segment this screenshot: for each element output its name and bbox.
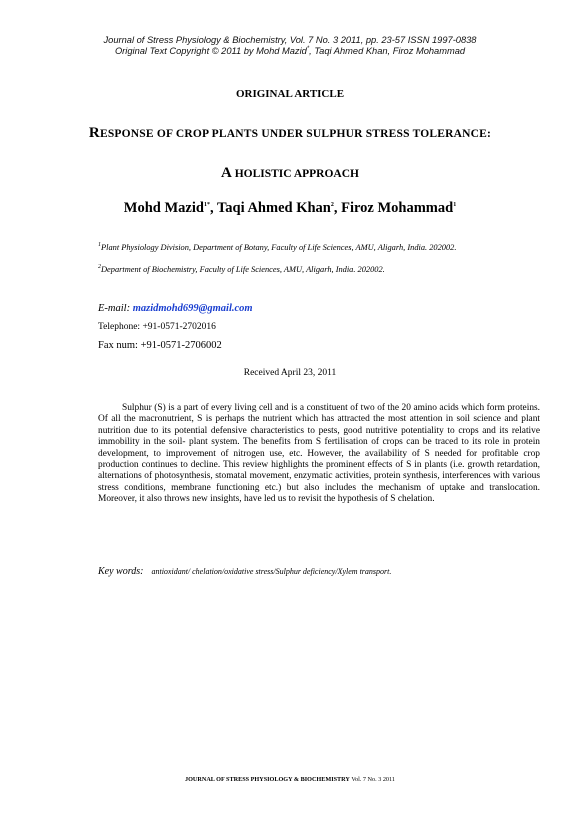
email-link[interactable]: mazidmohd699@gmail.com (132, 303, 253, 314)
affiliation-1: $^1$Plant Physiology Division, Department of Botany, Faculty of Life Sciences, AMU, Aligarh, India. 202002. (98, 242, 457, 252)
fax: Fax num: +91-0571-2706002 (98, 340, 222, 351)
keywords-text: antioxidant/ chelation/oxidative stress/Sulphur deficiency/Xylem transport. (151, 567, 392, 576)
received-date: Received April 23, 2011 (243, 368, 337, 378)
header-copyright: Original Text Copyright © 2011 by Mohd Mazid*, Taqi Ahmed Khan, Firoz Mohammad (114, 45, 466, 56)
article-title-line2: A HOLISTIC APPROACH (220, 165, 359, 181)
affiliation-2: $^2$Department of Biochemistry, Faculty of Life Sciences, AMU, Aligarh, India. 202002. (98, 264, 385, 274)
keywords-label: Key words: (98, 566, 144, 577)
keywords (98, 561, 540, 579)
author-list: Mohd Mazid$^{1*}$, Taqi Ahmed Khan$^2$, Firoz Mohammad$^1$ (123, 200, 457, 216)
header-citation: Journal of Stress Physiology & Biochemistry, Vol. 7 No. 3 2011, pp. 23-57 ISSN 1997-0838 (103, 35, 477, 45)
author-name: Firoz Mohammad (341, 200, 454, 216)
article-title-line1: RESPONSE OF CROP PLANTS UNDER SULPHUR STRESS TOLERANCE: (88, 125, 492, 141)
article-type: ORIGINAL ARTICLE (235, 88, 345, 100)
running-header (0, 35, 580, 57)
telephone: Telephone: +91-0571-2702016 (98, 322, 216, 332)
abstract (98, 403, 540, 506)
page-footer: JOURNAL OF STRESS PHYSIOLOGY & BIOCHEMISTRY Vol. 7 No. 3 2011 (185, 776, 395, 783)
email-line: E-mail: mazidmohd699@gmail.com (98, 303, 253, 314)
author-name: Mohd Mazid (123, 200, 204, 216)
author-name: Taqi Ahmed Khan (216, 200, 331, 216)
abstract-text: Sulphur (S) is a part of every living cell and is a constituent of two of the 20 amino acids which form proteins. Of all the macronutrient, S is perhaps the nutrient which has attracted the most attention in soil science and plant nutrition due to its potential defensive characteristics to pests, good nutritive potentiality to crops and its relative immobility in the soil- plant system. The benefits from S fertilisation of crops can be traced to its role in protein development, to improvement of nitrogen use, etc. However, the availability of S needed for profitable crop production continues to decline. This review highlights the prominent effects of S in plants (i.e. growth retardation, alternations of photosynthesis, stomatal movement, enzymatic activities, protein synthesis, interferences with various stress conditions, membrane functioning etc.) but also includes the mechanism of uptake and translocation. Moreover, it also throws new insights, have led us to revisit the hypothesis of S chelation. (98, 403, 540, 505)
